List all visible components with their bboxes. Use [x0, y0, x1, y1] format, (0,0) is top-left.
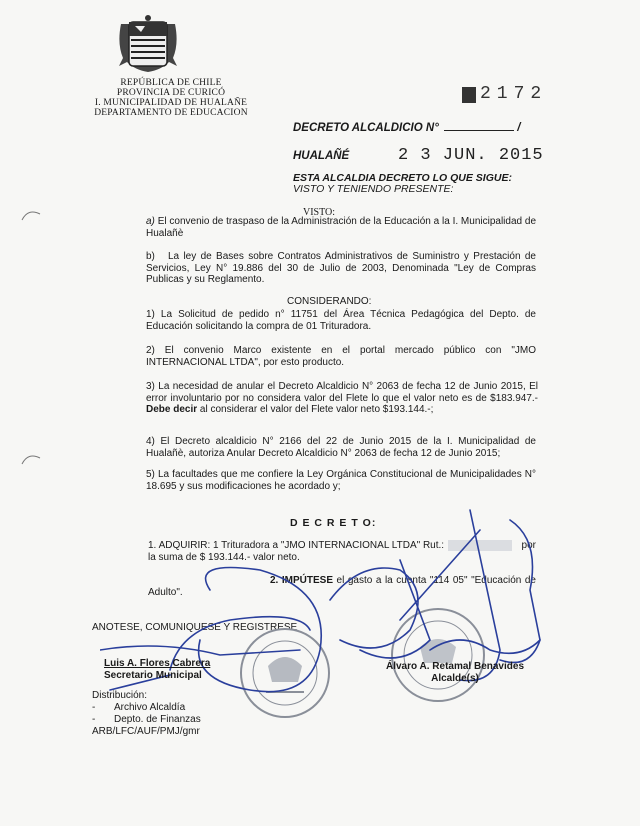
decree-title: DECRETO ALCALDICIO N° / [293, 122, 521, 134]
considerando-3: 3) La necesidad de anular el Decreto Alcaldicio N° 2063 de fecha 12 de Junio 2015, El error involuntario por no considera valor del Flete lo que el valor neto es de $183.947.- Debe decir al considerar el valor del Flete valor neto $193.144.-; [146, 381, 538, 415]
date-stamp: 2 3 JUN. 2015 [398, 146, 544, 165]
header-department: DEPARTAMENTO DE EDUCACION [94, 108, 248, 118]
decreto-item-1: 1. ADQUIRIR: 1 Trituradora a "JMO INTERNACIONAL LTDA" Rut.: por la suma de $ 193.144.- valor neto. [148, 540, 536, 563]
scan-mark-icon [20, 208, 42, 222]
decreto-item-2: 2. IMPÚTESE el gasto a la cuenta "114 05" "Educación de Adulto". [148, 575, 536, 598]
visto-heading: VISTO: [303, 207, 336, 218]
decree-intro: ESTA ALCALDIA DECRETO LO QUE SIGUE: [293, 172, 512, 184]
decree-visto-intro: VISTO Y TENIENDO PRESENTE: [293, 183, 454, 195]
decree-stamp-number: 2172 [480, 84, 548, 104]
coat-of-arms-icon [115, 14, 181, 76]
signature-right: Álvaro A. Retamal Benavides Alcalde(s) [385, 661, 525, 684]
considerando-5: 5) La facultades que me confiere la Ley Orgánica Constitucional de Municipalidades N° 18.695 y sus modificaciones he acordado y; [146, 469, 536, 492]
closing-formula: ANOTESE, COMUNIQUESE Y REGISTRESE [92, 622, 298, 633]
distribution-heading: Distribución: [92, 690, 148, 701]
visto-item-a: a) El convenio de traspaso de la Administración de la Educación a la I. Municipalidad de Hualañè [146, 216, 537, 239]
header-province: PROVINCIA DE CURICÓ [116, 88, 226, 98]
distribution-item: - Depto. de Finanzas [92, 714, 201, 725]
header-country: REPÚBLICA DE CHILE [120, 78, 222, 88]
header-municipality: I. MUNICIPALIDAD DE HUALAÑE [94, 98, 248, 108]
considerando-heading: CONSIDERANDO: [287, 296, 372, 307]
decree-place: HUALAÑÉ [293, 150, 350, 162]
considerando-1: 1) La Solicitud de pedido n° 11751 del Área Técnica Pedagógica del Depto. de Educación solicitando la compra de 01 Trituradora. [146, 309, 536, 332]
considerando-2: 2) El convenio Marco existente en el portal mercado público con "JMO INTERNACIONAL LTDA", por esto producto. [146, 345, 536, 368]
signature-left: Luis A. Flores Cabrera Secretario Municipal [104, 658, 211, 681]
distribution-item: - Archivo Alcaldía [92, 702, 186, 713]
visto-item-b: b) La ley de Bases sobre Contratos Administrativos de Suministro y Prestación de Servicios, Ley N° 19.886 del 30 de Julio de 2003, Denominada "Ley de Compras Publicas y su Reglamento. [146, 251, 536, 285]
considerando-4: 4) El Decreto alcaldicio N° 2166 del 22 de Junio 2015 de la I. Municipalidad de Hualañè, autoriza Anular Decreto Alcaldicio N° 2063 de fecha 12 de Junio 2015; [146, 436, 536, 459]
decreto-heading: D E C R E T O: [290, 517, 377, 529]
scan-mark-icon [20, 452, 42, 466]
stamp-mark-icon [462, 87, 476, 103]
distribution-block [92, 690, 201, 738]
initials: ARB/LFC/AUF/PMJ/gmr [92, 726, 200, 737]
